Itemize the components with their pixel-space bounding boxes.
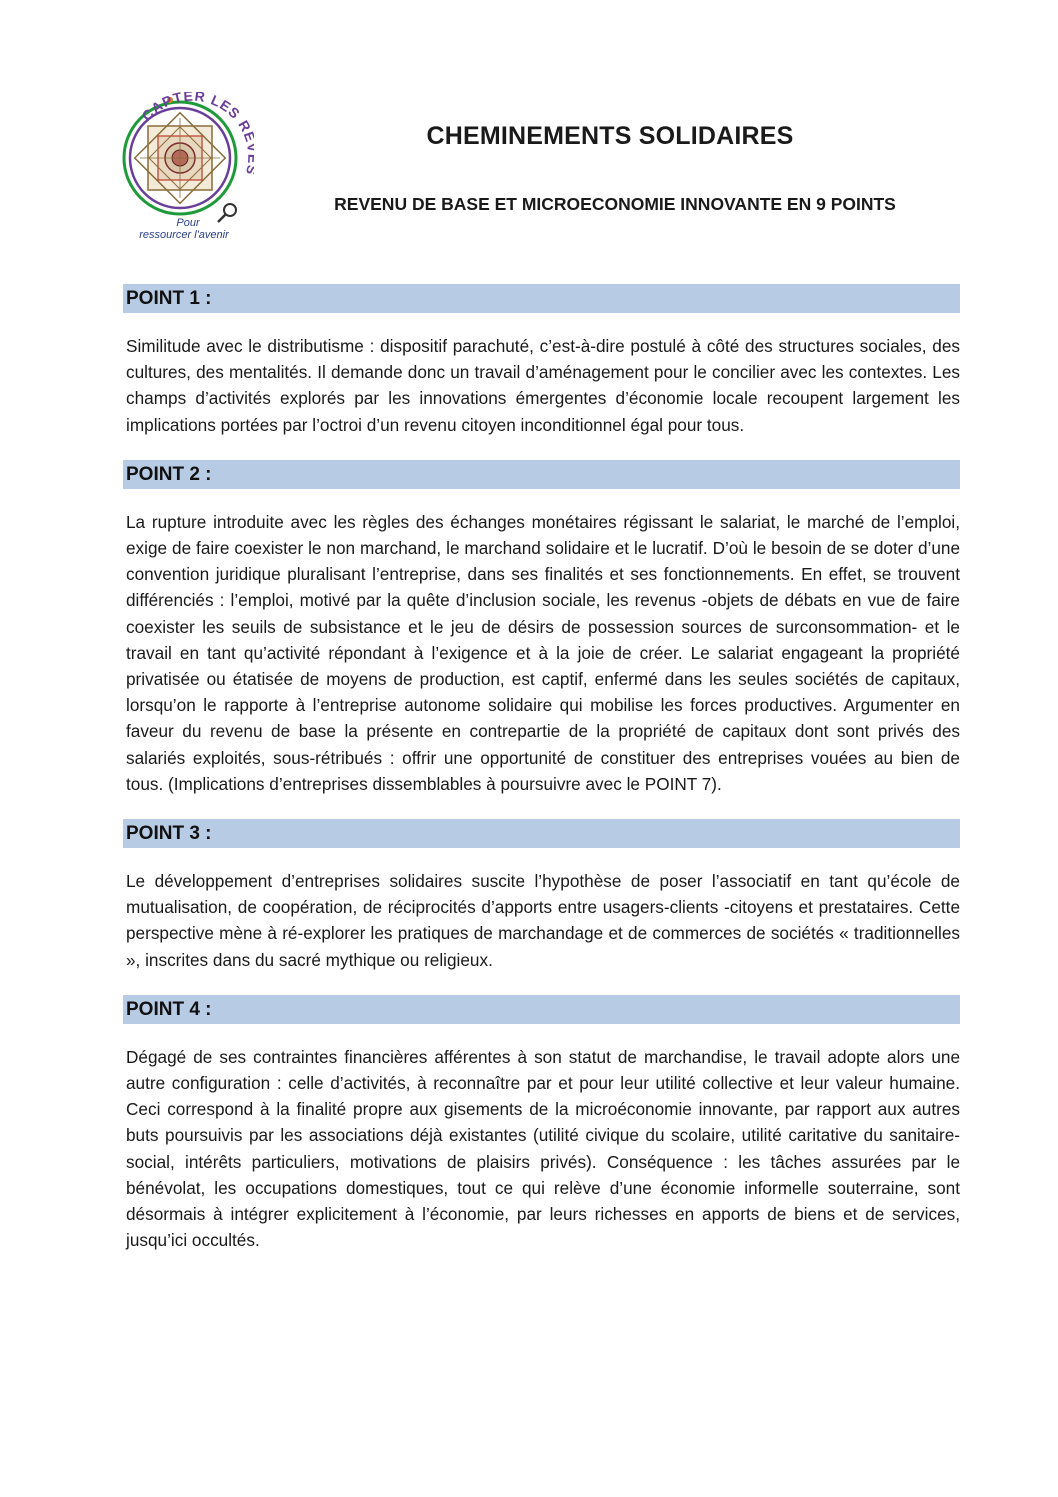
logo-emblem-icon: [118, 92, 254, 242]
section-point-4: [123, 995, 960, 1254]
section-header: POINT 3 :: [123, 819, 960, 848]
section-paragraph: Similitude avec le distributisme : dispositif parachuté, c’est-à-dire postulé à côté des structures sociales, des cultures, des mentalités. Il demande donc un travail d’aménagement pour le concilier avec les contextes. Les champs d’activités explorés par les innovations émergentes d’économie locale recoupent largement les implications portées par l’octroi d’un revenu citoyen inconditionnel égal pour tous.: [126, 336, 960, 435]
page-title: CHEMINEMENTS SOLIDAIRES: [426, 122, 794, 150]
section-header: POINT 1 :: [123, 284, 960, 313]
logo-arc-text: CAPTER LES R: [138, 92, 254, 136]
logo-caption-line1: Pour: [176, 217, 200, 229]
section-paragraph: La rupture introduite avec les règles des échanges monétaires régissant le salariat, le marché de l’emploi, exige de faire coexister le non marchand, le marchand solidaire et le lucratif. D’où le besoin de se doter d’une convention juridique pluralisant l’entreprise, dans ses finalités et ses fonctionnements. En effet, se trouvent différenciés : l’emploi, motivé par la quête d’inclusion sociale, les revenus -objets de débats en vue de faire coexister les seuils de subsistance et le jeu de désirs de possession sources de surconsommation- et le travail en tant qu’activité répondant à l’exigence et à la joie de créer. Le salariat engageant la propriété privatisée ou étatisée de moyens de production, est captif, enfermé dans les seules sociétés de capitaux, lorsqu’on le rapporte à l’entreprise autonome solidaire qui mobilise les forces productives. Argumenter en faveur du revenu de base la présente en contrepartie de la propriété de capitaux dont sont privés des salariés exploités, sous-rétribués : offrir une opportunité de constituer des entreprises vouées au bien de tous. (Implications d’entreprises dissemblables à poursuivre avec le POINT 7).: [126, 511, 960, 794]
section-point-2: [123, 460, 960, 797]
page-subtitle: REVENU DE BASE ET MICROECONOMIE INNOVANTE EN 9 POINTS: [334, 194, 896, 214]
section-paragraph: Dégagé de ses contraintes financières afférentes à son statut de marchandise, le travail adopte alors une autre configuration : celle d’activités, à reconnaître par et pour leur utilité collective et leur valeur humaine. Ceci correspond à la finalité propre aux gisements de la microéconomie innovante, par rapport aux autres buts poursuivis par les associations déjà existantes (utilité civique du scolaire, utilité caritative du sanitaire-social, intérêts particuliers, motivations de plaisirs privés). Conséquence : les tâches assurées par le bénévolat, les occupations domestiques, tout ce qui relève d’une économie informelle souterraine, sont désormais à intégrer explicitement à l’économie, par leurs richesses en apports de biens et de services, jusqu’ici occultés.: [126, 1046, 960, 1251]
document-body: [123, 284, 960, 1275]
section-point-1: [123, 284, 960, 438]
section-header: POINT 4 :: [123, 995, 960, 1024]
section-point-3: [123, 819, 960, 973]
logo-caption-line2: ressourcer l'avenir: [139, 229, 229, 241]
section-paragraph: Le développement d’entreprises solidaires suscite l’hypothèse de poser l’associatif en tant qu’école de mutualisation, de coopération, de réciprocités d’apports entre usagers-clients -citoyens et prestataires. Cette perspective mène à ré-explorer les pratiques de marchandage et de commerces de sociétés « traditionnelles », inscrites dans du sacré mythique ou religieux.: [126, 871, 960, 970]
logo: [118, 92, 254, 242]
section-header: POINT 2 :: [123, 460, 960, 489]
